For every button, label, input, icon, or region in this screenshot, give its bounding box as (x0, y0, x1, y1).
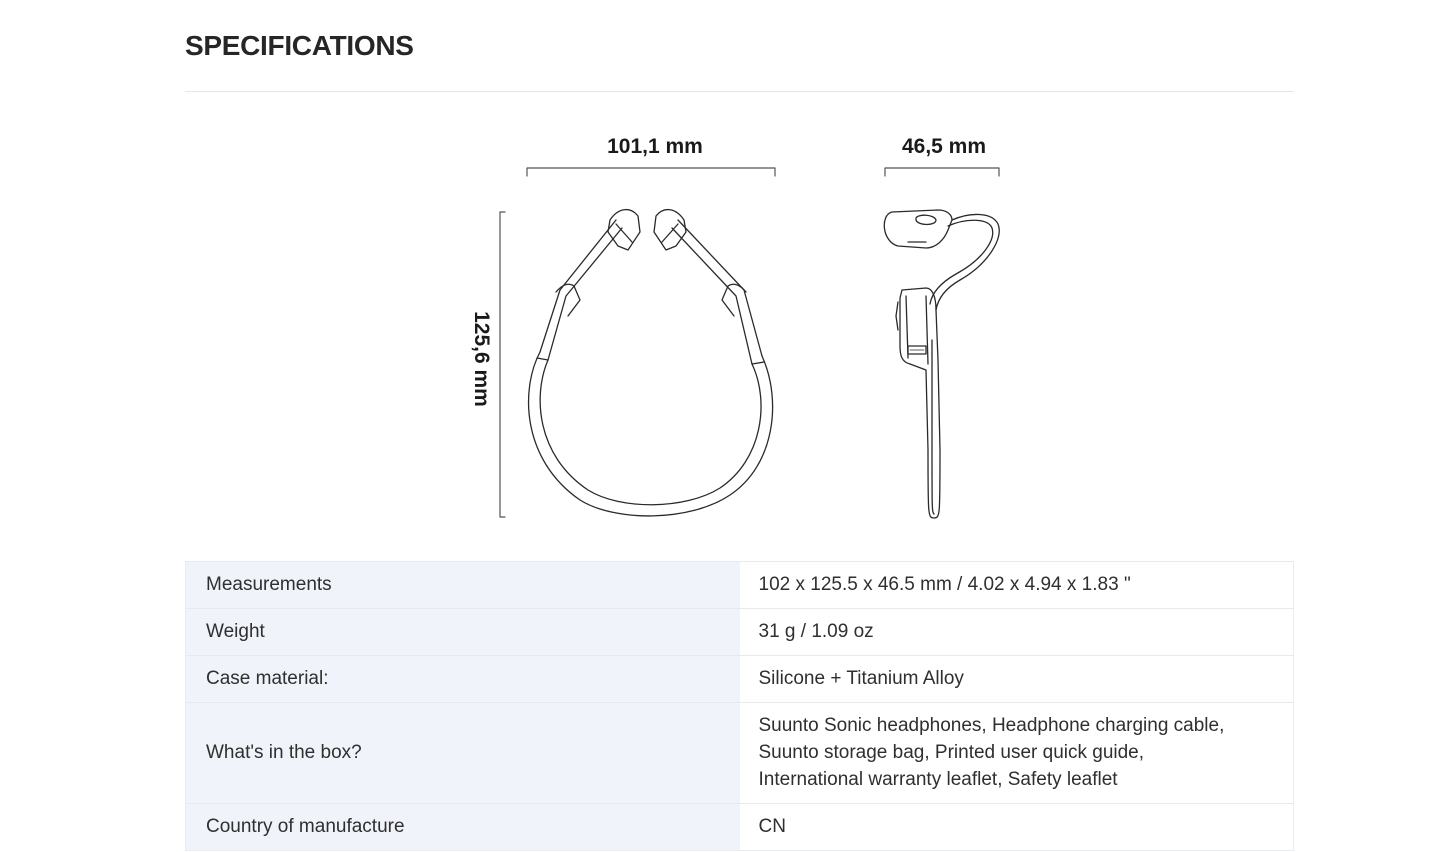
depth-bracket (885, 168, 999, 176)
table-row (186, 703, 1294, 804)
section-title: SPECIFICATIONS (185, 30, 414, 61)
depth-dimension-label: 46,5 mm (901, 135, 987, 158)
spec-key: What's in the box? (186, 703, 740, 804)
dimensions-diagram (440, 120, 1060, 540)
spec-key: Measurements (186, 562, 740, 609)
table-row (186, 562, 1294, 609)
side-view (884, 210, 999, 518)
section-divider (185, 91, 1294, 92)
height-dimension-label: 125,6 mm (470, 311, 493, 407)
front-view (529, 210, 773, 516)
spec-value: 102 x 125.5 x 46.5 mm / 4.02 x 4.94 x 1.83 " (740, 562, 1294, 609)
spec-value: Silicone + Titanium Alloy (740, 656, 1294, 703)
headphones-line-drawing (440, 120, 1060, 540)
table-row (186, 804, 1294, 851)
spec-value: 31 g / 1.09 oz (740, 609, 1294, 656)
table-row (186, 656, 1294, 703)
width-bracket (527, 168, 775, 176)
spec-key: Weight (186, 609, 740, 656)
specifications-table (185, 561, 1294, 851)
table-row (186, 609, 1294, 656)
height-bracket (500, 212, 505, 517)
spec-value: Suunto Sonic headphones, Headphone charging cable, Suunto storage bag, Printed user quick guide, International warranty leaflet, Safety leaflet (740, 703, 1294, 804)
spec-key: Case material: (186, 656, 740, 703)
spec-key: Country of manufacture (186, 804, 740, 851)
spec-value: CN (740, 804, 1294, 851)
width-dimension-label: 101,1 mm (607, 135, 703, 158)
